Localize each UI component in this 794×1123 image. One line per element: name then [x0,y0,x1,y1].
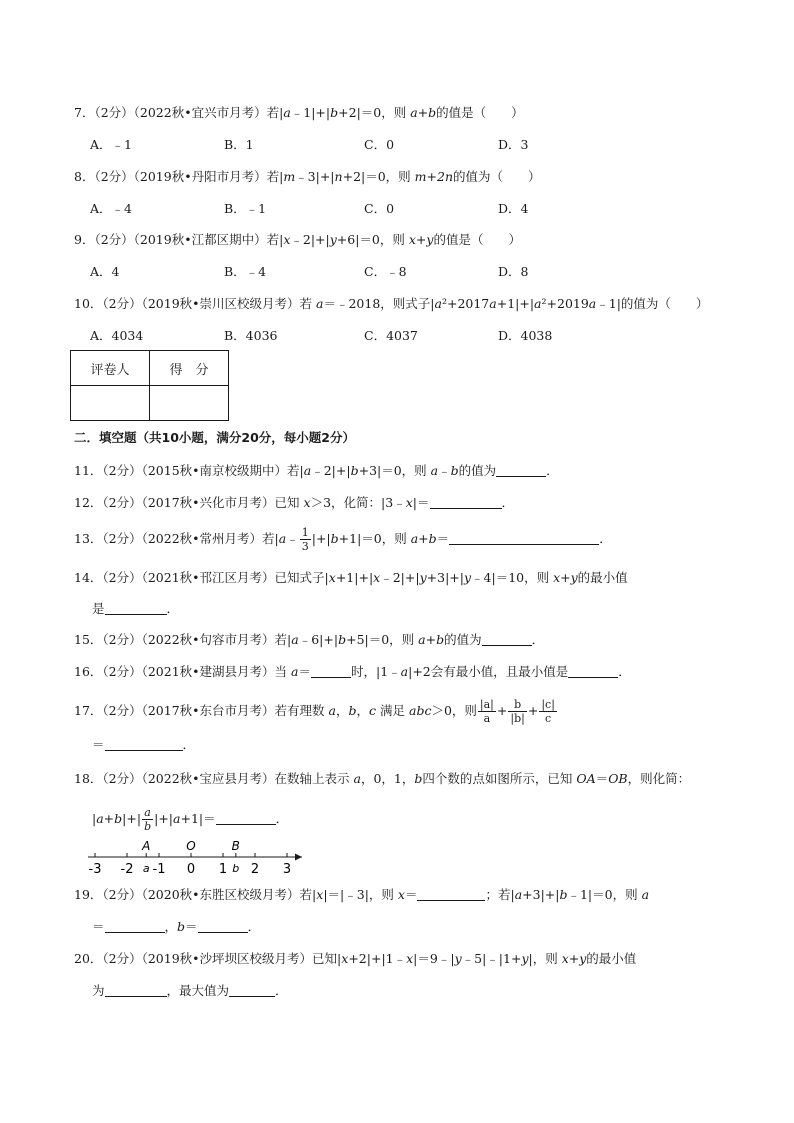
q16-text: 16．（2分）（2021秋•建湖县月考）当 [74,664,292,679]
question-19-line2 [92,918,260,936]
number-line-arrow-icon [295,854,302,861]
question-15 [74,631,544,649]
q14-var: y [419,570,427,585]
q10-text: ²+2019 [541,296,589,311]
q18-answer-blank[interactable] [216,811,276,825]
q16-text: |+2会有最小值，且最小值是 [408,664,569,679]
q9-option-a[interactable]: A．4 [90,264,120,279]
q18-text: ＝ [595,771,609,786]
q7-option-c[interactable]: C．0 [364,137,395,152]
fraction-denominator: 3 [301,540,309,553]
q8-text: 的值为（ ） [453,169,541,184]
q10-option-a[interactable]: A．4034 [90,328,144,343]
q9-option-b[interactable]: B．﹣4 [224,264,267,279]
q8-option-d[interactable]: D．4 [498,201,529,216]
q20-text: 的最小值 [586,951,637,966]
q19-answer-blank-a[interactable] [105,919,165,933]
number-line-point-var: b [232,862,240,875]
q13-var: a+b [410,531,437,546]
q9-text: +6|＝0，则 [336,232,409,247]
q7-option-a[interactable]: A．﹣1 [90,137,132,152]
q18-text: ． [275,811,289,826]
q19-var: a [514,887,523,902]
q9-var: x+y [408,232,434,247]
q8-option-c[interactable]: C．0 [364,201,395,216]
q10-option-b[interactable]: B．4036 [224,328,278,343]
q16-var: a [291,664,299,679]
q10-var: a [434,296,442,311]
q10-var: a [489,296,497,311]
q9-option-d[interactable]: D．8 [498,264,529,279]
q20-var: x+y [561,951,587,966]
q13-text: +1|＝0，则 [338,531,411,546]
number-line-tick-label: -2 [120,862,134,877]
fraction-denominator: a [483,712,491,725]
q19-var: b [177,919,186,934]
q15-answer-blank[interactable] [482,632,532,646]
q17-text: ＞0，则 [431,703,477,718]
q10-text: ＝﹣2018，则式子| [323,296,435,311]
q18-var: a [173,811,181,826]
q18-text: | [92,811,97,826]
q20-text: ，最大值为 [166,983,230,998]
number-line-tick-label: 1 [218,862,228,877]
number-line-tick-label: -1 [152,862,166,877]
q7-option-b[interactable]: B．1 [224,137,254,152]
q14-text: +1|+| [335,570,374,585]
q10-var: a [534,296,542,311]
q19-text: ， [164,919,178,934]
q10-text: ²+2017 [441,296,490,311]
q15-text: +5|＝0，则 [346,632,419,647]
q16-text: ． [618,664,631,679]
q12-text: ． [501,495,515,510]
reviewer-cell[interactable] [71,386,150,421]
q19-var: x [397,887,405,902]
q16-answer-blank-1[interactable] [311,664,351,678]
q17-var: c [369,703,377,718]
q12-var: x [405,495,413,510]
question-17-line2 [92,736,195,754]
q15-var: a [291,632,299,647]
q7-text: 7．（2分）（2022秋•宜兴市月考）若| [74,105,284,120]
q17-text: ． [182,737,196,752]
q18-var: a+b [96,811,123,826]
q18-var: OA [576,771,596,786]
q18-var: OB [608,771,628,786]
reviewer-header: 评卷人 [71,351,150,386]
fraction-denominator: |b| [510,712,525,725]
question-14 [74,569,628,587]
fraction-a-over-b [142,806,153,833]
question-14-line2 [92,600,179,618]
fraction-abs-a-over-a [478,698,496,725]
q20-text: 20．（2分）（2019秋•沙坪坝区校级月考）已知| [74,951,342,966]
q10-text: 10．（2分）（2019秋•崇川区校级月考）若 [74,296,317,311]
question-16 [74,663,631,681]
q19-text: 19．（2分）（2020秋•东胜区校级月考）若| [74,887,317,902]
question-13: 13．（2分）（2022秋•常州月考）若|a﹣ $\frac{1}{3}$ |+|b+1|＝0，则 a+b＝ ． [74,526,612,553]
q19-text: ；若| [485,887,515,902]
q14-answer-blank[interactable] [105,601,167,615]
q20-text: |，则 [528,951,562,966]
plus-sign: + [527,703,539,718]
q9-text: ﹣2|+| [290,232,330,247]
q20-text: ﹣5|﹣|1+ [461,951,522,966]
q8-var: m [283,169,296,184]
q11-var: b [350,463,359,478]
q16-text: ＝ [298,664,311,679]
q16-answer-blank-2[interactable] [568,664,618,678]
q11-text: ． [546,463,559,478]
q8-option-b[interactable]: B．﹣1 [224,201,267,216]
q8-text: ﹣3|+| [295,169,335,184]
fraction-numerator: a [142,806,153,820]
q14-text: ． [166,601,180,616]
q19-text: ＝ [92,919,105,934]
q19-var: x [316,887,324,902]
q19-answer-blank-b[interactable] [198,919,248,933]
number-line-point-var: a [142,862,150,875]
q19-text: ＝ [404,887,418,902]
q17-text: 满足 [376,703,409,718]
q11-text: 11．（2分）（2015秋•南京校级期中）若| [74,463,304,478]
q11-text: +3|＝0，则 [358,463,431,478]
q14-var: x [373,570,381,585]
q10-var: a [316,296,324,311]
q19-text: ＝ [185,919,198,934]
q17-text: 17．（2分）（2017秋•东台市月考）若有理数 [74,703,329,718]
q20-answer-blank-min[interactable] [105,983,167,997]
q8-var: m+2n [414,169,454,184]
q7-text: 的值是（ ） [436,105,524,120]
question-10 [74,295,708,313]
q18-var: b [414,771,423,786]
q7-var: a+b [410,105,437,120]
q15-text: ﹣6|+| [298,632,339,647]
q9-var: x [283,232,291,247]
q18-text: 四个数的点如图所示，已知 [422,771,577,786]
q14-text: +3|+| [426,570,464,585]
q13-text: 13．（2分）（2022秋•常州月考）若| [74,531,279,546]
q18-text: ，则化简： [627,771,691,786]
q14-text: 的最小值 [577,570,628,585]
number-line-tick-label: 3 [282,862,292,877]
q10-var: a [588,296,597,311]
q17-var: abc [409,703,432,718]
q8-text: 8．（2分）（2019秋•丹阳市月考）若| [74,169,284,184]
fraction-denominator: b [144,820,152,833]
q16-text: 时，|1﹣ [351,664,401,679]
q19-text: ﹣1|＝0，则 [567,887,642,902]
q12-answer-blank[interactable] [430,495,502,509]
number-line [84,836,324,880]
number-line-tick-label: 0 [186,862,196,877]
q20-text: +2|+|1﹣ [348,951,407,966]
q12-var: x [303,495,311,510]
q20-var: y [454,951,462,966]
q8-text: +2|＝0，则 [342,169,415,184]
q13-answer-blank[interactable] [449,531,599,545]
plus-sign: + [496,703,508,718]
q12-text: ＞3，化简：|3﹣ [310,495,406,510]
fraction-numerator: 1 [301,526,309,539]
q19-answer-blank-x[interactable] [417,887,485,901]
q9-text: 9．（2分）（2019秋•江都区期中）若| [74,232,284,247]
q18-text: +1|＝ [180,811,216,826]
q20-answer-blank-max[interactable] [229,983,275,997]
one-third-fraction [300,526,311,553]
q9-text: 的值是（ ） [433,232,521,247]
number-line-point-label: A [142,839,151,853]
fraction-b-over-abs-b [508,698,526,725]
q19-var: a [641,887,650,902]
section-heading: 二．填空题（共10小题，满分20分，每小题2分） [74,430,355,445]
fraction-denominator: c [545,712,552,725]
score-cell[interactable] [150,386,229,421]
q19-text: +3|+| [522,887,560,902]
q18-text: ，0，1， [360,771,415,786]
q7-var: b [330,105,339,120]
q17-answer-blank[interactable] [105,737,183,751]
number-line-point-label: O [186,839,196,853]
q17-text: ， [356,703,370,718]
q15-var: a+b [418,632,445,647]
question-18-line2 [92,806,288,833]
q20-var: x [341,951,349,966]
q15-text: 15．（2分）（2022秋•句容市月考）若| [74,632,292,647]
question-12 [74,494,514,512]
q14-var: x+y [553,570,578,585]
fraction-numerator: b [508,698,526,712]
q17-var: a [328,703,336,718]
q10-option-d[interactable]: D．4038 [498,328,553,343]
q18-var: a [353,771,361,786]
question-7 [74,104,524,122]
number-line-tick-label: 2 [250,862,260,877]
q12-text: |＝ [412,495,430,510]
fraction-abs-c-over-c [539,698,557,725]
q15-text: ． [531,632,545,647]
question-20 [74,950,636,968]
q17-var: b [348,703,357,718]
q18-text: |+| [154,811,174,826]
q9-var: y [329,232,337,247]
q13-text: ． [599,531,612,546]
number-line-tick-label: -3 [88,862,102,877]
q9-option-c[interactable]: C．﹣8 [364,264,407,279]
question-11 [74,462,559,480]
q11-text: 的值为 [458,463,497,478]
q8-option-a[interactable]: A．﹣4 [90,201,132,216]
q7-text: ﹣1|+| [290,105,331,120]
q20-var: y [521,951,529,966]
question-9 [74,231,521,249]
fraction-numerator: |a| [479,698,494,711]
q20-var: x [406,951,414,966]
question-17 [74,698,558,725]
q15-var: b [338,632,347,647]
q15-text: 的值为 [444,632,482,647]
q17-text: ， [335,703,349,718]
q11-var: a [430,463,439,478]
q11-text: ﹣2|+| [311,463,351,478]
q13-text: ﹣ [286,531,299,546]
score-header: 得 分 [150,351,229,386]
question-18 [74,770,690,788]
q20-text: 为 [92,983,105,998]
q10-text: ﹣1|的值为（ ） [596,296,709,311]
q14-var: y [463,570,472,585]
q11-var: b [450,463,459,478]
question-20-line2 [92,982,288,1000]
q18-text: 18．（2分）（2022秋•宝应县月考）在数轴上表示 [74,771,354,786]
q19-text: |＝|﹣3|，则 [323,887,398,902]
q13-text: |+| [311,531,331,546]
q7-var: a [283,105,291,120]
fraction-numerator: |c| [541,698,555,711]
q14-text: ﹣2|+| [380,570,420,585]
q10-text: +1|+| [496,296,535,311]
q13-var: b [330,531,339,546]
score-table [70,350,229,421]
q20-text: ． [275,983,288,998]
q13-text: ＝ [436,531,450,546]
q11-text: ﹣ [438,463,451,478]
number-line-point-label: B [231,839,240,853]
question-19 [74,886,649,904]
q7-option-d[interactable]: D．3 [498,137,529,152]
q11-var: a [303,463,312,478]
q11-answer-blank[interactable] [496,463,546,477]
q14-text: 是 [92,601,105,616]
question-8 [74,168,541,186]
q14-text: 14．（2分）（2021秋•邗江区月考）已知式子| [74,570,329,585]
q18-text: |+| [122,811,142,826]
q20-text: |＝9﹣| [413,951,455,966]
q8-var: n [334,169,343,184]
q14-var: x [328,570,336,585]
q16-var: a [400,664,409,679]
q19-text: ． [247,919,261,934]
q10-option-c[interactable]: C．4037 [364,328,418,343]
q12-text: 12．（2分）（2017秋•兴化市月考）已知 [74,495,304,510]
q19-var: b [559,887,568,902]
q14-text: ﹣4|＝10，则 [471,570,554,585]
q17-text: ＝ [92,737,105,752]
q7-text: +2|＝0，则 [338,105,411,120]
